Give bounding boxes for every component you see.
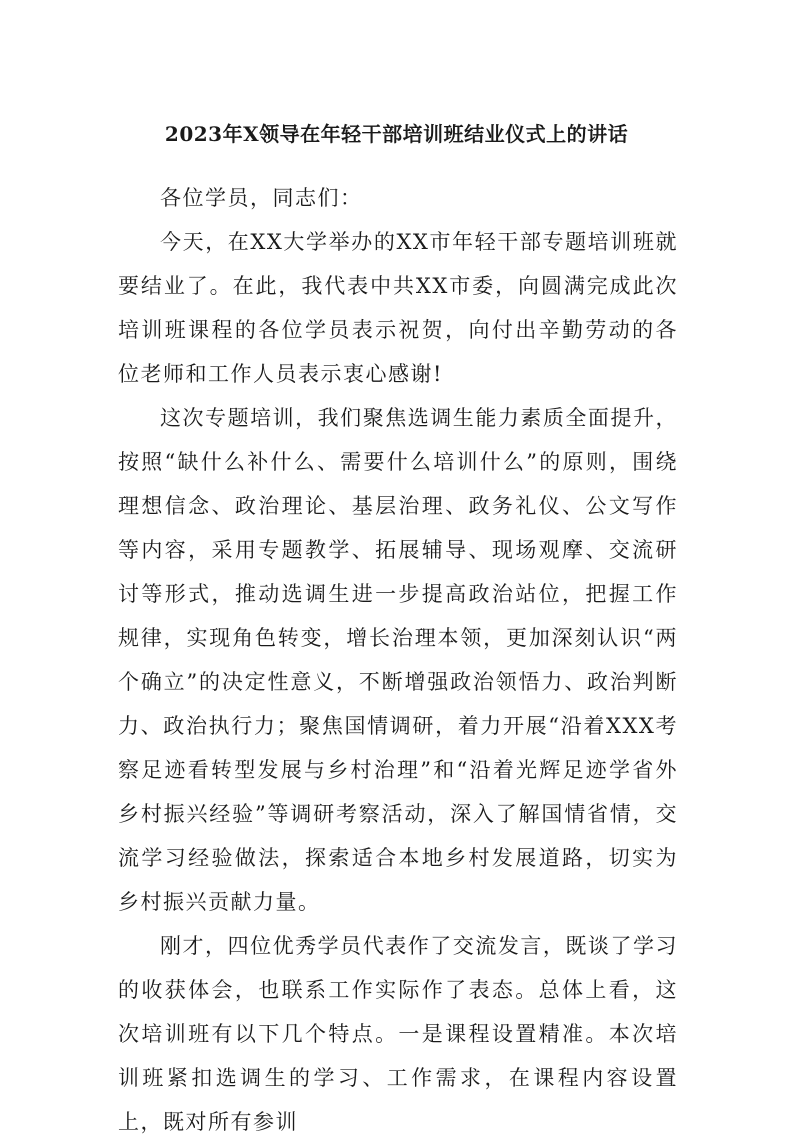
salutation: 各位学员，同志们：	[160, 186, 363, 210]
paragraph-training-content: 这次专题培训，我们聚焦选调生能力素质全面提升，按照“缺什么补什么、需要什么培训什么”的原则，围绕理想信念、政治理论、基层治理、政务礼仪、公文写作等内容，采用专题教学、拓展辅导、现场观摩、交流研讨等形式，推动选调生进一步提高政治站位，把握工作规律，实现角色转变，增长治理本领，更加深刻认识“两个确立”的决定性意义，不断增强政治领悟力、政治判断力、政治执行力；聚焦国情调研，着力开展“沿着XXX考察足迹看转型发展与乡村治理”和“沿着光辉足迹学省外乡村振兴经验”等调研考察活动，深入了解国情省情，交流学习经验做法，探索适合本地乡村发展道路，切实为乡村振兴贡献力量。	[118, 406, 678, 914]
paragraph-features: 刚才，四位优秀学员代表作了交流发言，既谈了学习的收获体会，也联系工作实际作了表态。总体上看，这次培训班有以下几个特点。一是课程设置精准。本次培训班紧扣选调生的学习、工作需求，在课程内容设置上，既对所有参训	[118, 934, 678, 1134]
document-title: 2023年X领导在年轻干部培训班结业仪式上的讲话	[164, 122, 629, 146]
document-body	[118, 176, 678, 1144]
paragraph-opening: 今天，在XX大学举办的XX市年轻干部专题培训班就要结业了。在此，我代表中共XX市委，向圆满完成此次培训班课程的各位学员表示祝贺，向付出辛勤劳动的各位老师和工作人员表示衷心感谢!	[118, 230, 678, 386]
